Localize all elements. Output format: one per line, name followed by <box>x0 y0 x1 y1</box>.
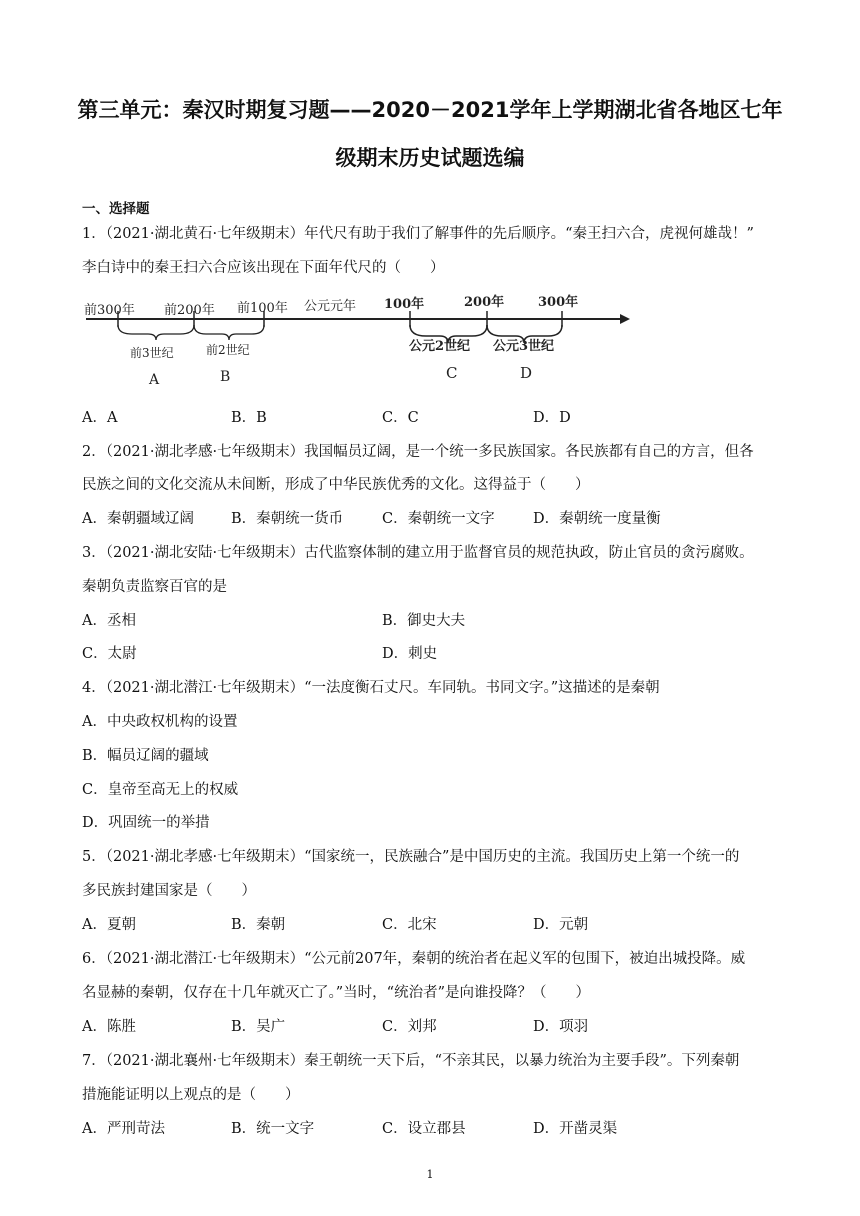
q4-option-d: D．巩固统一的举措 <box>82 815 210 831</box>
q2-option-c: C．秦朝统一文字 <box>382 511 495 527</box>
q6-option-b: B．吴广 <box>231 1019 286 1035</box>
timeline-figure <box>82 292 642 392</box>
question-2-line-1: 2．（2021·湖北孝感·七年级期末）我国幅员辽阔，是一个统一多民族国家。各民族都有自己的方言，但各 <box>82 444 754 460</box>
q3-option-a: A．丞相 <box>82 613 136 629</box>
q1-option-b: B．B <box>231 410 267 426</box>
q4-option-c: C．皇帝至高无上的权威 <box>82 782 239 798</box>
q5-option-b: B．秦朝 <box>231 917 286 933</box>
question-7-line-1: 7．（2021·湖北襄州·七年级期末）秦王朝统一天下后，“不亲其民，以暴力统治为主要手段”。下列秦朝 <box>82 1053 740 1069</box>
question-2-line-2: 民族之间的文化交流从未间断，形成了中华民族优秀的文化。这得益于（ ） <box>82 477 590 493</box>
q4-option-a: A．中央政权机构的设置 <box>82 714 238 730</box>
timeline-svg <box>82 292 642 392</box>
q6-option-d: D．项羽 <box>533 1019 589 1035</box>
q7-option-d: D．开凿灵渠 <box>533 1121 618 1137</box>
tick-label-2: 前200年 <box>164 303 215 318</box>
q7-option-c: C．设立郡县 <box>382 1121 466 1137</box>
span-label-d: 公元3世纪 <box>493 339 555 354</box>
tick-label-7: 300年 <box>538 295 579 310</box>
brace-b <box>194 325 264 340</box>
q5-option-a: A．夏朝 <box>82 917 136 933</box>
section-heading: 一、选择题 <box>82 201 150 217</box>
q6-option-a: A．陈胜 <box>82 1019 136 1035</box>
q3-option-b: B．御史大夫 <box>382 613 466 629</box>
q3-option-d: D．刺史 <box>382 646 438 662</box>
q6-option-c: C．刘邦 <box>382 1019 437 1035</box>
q5-option-d: D．元朝 <box>533 917 589 933</box>
page-number: 1 <box>426 1168 434 1181</box>
tick-label-6: 200年 <box>464 295 505 310</box>
q2-option-d: D．秦朝统一度量衡 <box>533 511 661 527</box>
brace-a <box>118 325 194 340</box>
q2-option-a: A．秦朝疆域辽阔 <box>82 511 194 527</box>
document-title <box>70 86 790 182</box>
q2-option-b: B．秦朝统一货币 <box>231 511 344 527</box>
title-line-2: 级期末历史试题选编 <box>335 146 525 170</box>
q7-option-a: A．严刑苛法 <box>82 1121 165 1137</box>
question-3-line-1: 3．（2021·湖北安陆·七年级期末）古代监察体制的建立用于监督官员的规范执政，防止官员的贪污腐败。 <box>82 545 754 561</box>
span-label-b: 前2世纪 <box>206 343 250 357</box>
letter-a: A <box>149 372 160 388</box>
q1-option-a: A．A <box>82 410 118 426</box>
tick-label-5: 100年 <box>384 297 425 312</box>
timeline-arrow <box>620 314 630 324</box>
question-5-line-1: 5．（2021·湖北孝感·七年级期末）“国家统一，民族融合”是中国历史的主流。我国历史上第一个统一的 <box>82 849 740 865</box>
q3-option-c: C．太尉 <box>82 646 137 662</box>
letter-c: C <box>446 364 458 382</box>
question-7-line-2: 措施能证明以上观点的是（ ） <box>82 1087 300 1103</box>
letter-d: D <box>520 364 533 382</box>
title-line-1: 第三单元：秦汉时期复习题——2020－2021学年上学期湖北省各地区七年 <box>77 98 783 122</box>
question-1-line-1: 1．（2021·湖北黄石·七年级期末）年代尺有助于我们了解事件的先后顺序。“秦王扫六合，虎视何雄哉！” <box>82 226 754 242</box>
question-1-line-2: 李白诗中的秦王扫六合应该出现在下面年代尺的（ ） <box>82 260 445 276</box>
span-label-c: 公元2世纪 <box>409 339 471 354</box>
q1-option-d: D．D <box>533 410 571 426</box>
q7-option-b: B．统一文字 <box>231 1121 315 1137</box>
letter-b: B <box>220 369 231 385</box>
span-label-a: 前3世纪 <box>130 346 174 360</box>
tick-label-3: 前100年 <box>237 301 288 316</box>
q1-option-c: C．C <box>382 410 419 426</box>
tick-label-4: 公元元年 <box>304 299 357 314</box>
question-4-line-1: 4．（2021·湖北潜江·七年级期末）“一法度衡石丈尺。车同轨。书同文字。”这描述的是秦朝 <box>82 680 660 696</box>
question-6-line-2: 名显赫的秦朝，仅存在十几年就灭亡了。”当时，“统治者”是向谁投降？（ ） <box>82 985 590 1001</box>
tick-label-1: 前300年 <box>84 303 135 318</box>
question-3-line-2: 秦朝负责监察百官的是 <box>82 579 227 595</box>
q4-option-b: B．幅员辽阔的疆域 <box>82 748 209 764</box>
question-5-line-2: 多民族封建国家是（ ） <box>82 883 256 899</box>
question-6-line-1: 6．（2021·湖北潜江·七年级期末）“公元前207年，秦朝的统治者在起义军的包围下，被迫出城投降。威 <box>82 951 746 967</box>
q5-option-c: C．北宋 <box>382 917 437 933</box>
